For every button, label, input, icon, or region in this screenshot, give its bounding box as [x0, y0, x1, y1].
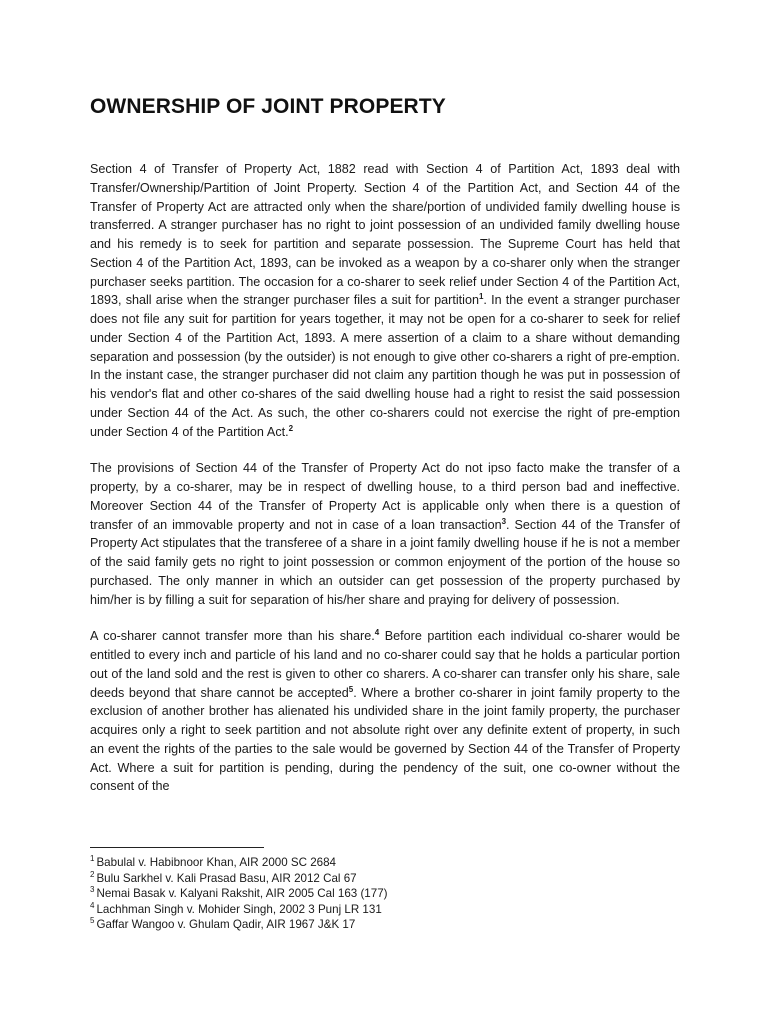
footnote-ref-1[interactable]: 1	[478, 292, 484, 302]
paragraph-3	[90, 627, 680, 796]
footnote-number: 3	[90, 885, 95, 895]
document-page	[90, 92, 680, 814]
paragraph-text: A co-sharer cannot transfer more than his share.	[90, 629, 375, 644]
footnote-text: Lachhman Singh v. Mohider Singh, 2002 3 Punj LR 131	[96, 902, 382, 916]
paragraph-text: Section 4 of Transfer of Property Act, 1882 read with Section 4 of Partition Act, 1893 deal with Transfer/Ownership/Partition of Joint Property. Section 4 of the Partition Act, and Section 44 of the Transfer of Property Act are attracted only when the share/portion of undivided family dwelling house is transferred. A stranger purchaser has no right to joint possession of an undivided family dwelling house and his remedy is to seek for partition and separate possession. The Supreme Court has held that Section 4 of the Partition Act, 1893, can be invoked as a weapon by a co-sharer only when the stranger purchaser seeks partition. The occasion for a co-sharer to seek relief under Section 4 of the Partition Act, 1893, shall arise when the stranger purchaser files a suit for partition	[90, 162, 680, 308]
footnote-ref-3[interactable]: 3	[501, 516, 507, 526]
paragraph-1	[90, 160, 680, 441]
footnote-number: 2	[90, 869, 95, 879]
footnote-item	[90, 917, 680, 933]
footnote-text: Bulu Sarkhel v. Kali Prasad Basu, AIR 2012 Cal 67	[96, 871, 357, 885]
footnote-item	[90, 886, 680, 902]
footnote-divider	[90, 847, 264, 848]
footnote-number: 1	[90, 854, 95, 864]
paragraph-text: The provisions of Section 44 of the Transfer of Property Act do not ipso facto make the transfer of a property, by a co-sharer, may be in respect of dwelling house, to a third person bad and ineffective. Moreover Section 44 of the Transfer of Property Act is applicable only when there is a question of transfer of an immovable property and not in case of a loan transaction	[90, 461, 680, 532]
footnote-item	[90, 871, 680, 887]
footnote-text: Babulal v. Habibnoor Khan, AIR 2000 SC 2684	[96, 856, 337, 869]
paragraph-text: Before partition each individual co-sharer would be entitled to every inch and particle of his land and no co-sharer could say that he holds a particular portion out of the land sold and the rest is given to other co sharers. A co-sharer can transfer only his share, sale deeds beyond that share cannot be accepted	[90, 629, 680, 700]
footnote-ref-5[interactable]: 5	[348, 684, 354, 694]
footnote-ref-4[interactable]: 4	[374, 628, 380, 638]
footnote-number: 4	[90, 900, 95, 910]
paragraph-2	[90, 459, 680, 609]
paragraph-text: . In the event a stranger purchaser does not file any suit for partition for years together, it may not be open for a co-sharer to seek for relief under Section 4 of the Partition Act, 1893. A mere assertion of a claim to a share without demanding separation and possession (by the outsider) is not enough to give other co-sharers a right of pre-emption. In the instant case, the stranger purchaser did not claim any partition though he was put in possession of his vendor's flat and other co-shares of the said dwelling house had a right to resist the said possession under Section 44 of the Act. As such, the other co-sharers could not exercise the right of pre-emption under Section 4 of the Partition Act.	[90, 293, 680, 439]
footnote-item	[90, 902, 680, 918]
footnote-number: 5	[90, 916, 95, 926]
footnotes	[90, 855, 680, 933]
footnote-ref-2[interactable]: 2	[288, 423, 294, 433]
footnote-text: Nemai Basak v. Kalyani Rakshit, AIR 2005 Cal 163 (177)	[96, 887, 388, 900]
footnote-item	[90, 855, 680, 871]
paragraph-text: . Where a brother co-sharer in joint family property to the exclusion of another brother has alienated his undivided share in the joint family property, the purchaser acquires only a right to seek partition and not absolute right over any definite extent of property, in such an event the rights of the parties to the sale would be governed by Section 44 of the Transfer of Property Act. Where a suit for partition is pending, during the pendency of the suit, one co-owner without the consent of the	[90, 685, 681, 794]
footnote-text: Gaffar Wangoo v. Ghulam Qadir, AIR 1967 J&K 17	[96, 918, 356, 931]
document-title: OWNERSHIP OF JOINT PROPERTY	[90, 95, 446, 118]
paragraph-text: . Section 44 of the Transfer of Property Act stipulates that the transferee of a share in a joint family dwelling house if he is not a member of the said family gets no right to joint possession or common enjoyment of the portion of the house so purchased. The only manner in which an outsider can get possession of the property purchased by him/her is by filling a suit for separation of his/her share and praying for delivery of possession.	[90, 517, 680, 607]
